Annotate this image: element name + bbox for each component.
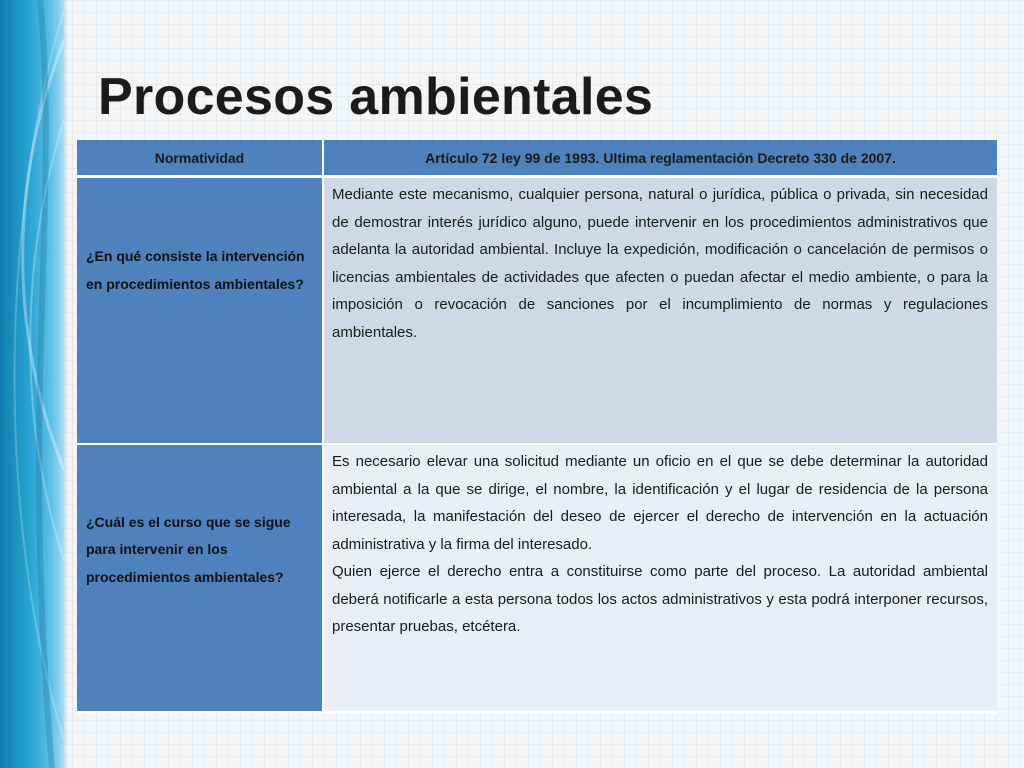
swirl-decoration-icon [0, 0, 64, 768]
table-header-row [77, 140, 997, 178]
side-band-edge [64, 0, 68, 768]
page-title: Procesos ambientales [98, 68, 654, 126]
decorative-side-band [0, 0, 64, 768]
answer-paragraph-2: Quien ejerce el derecho entra a constituirse como parte del proceso. La autoridad ambiental deberá notificarle a esta persona todos los actos administrativos y esta podrá interponer recursos, presentar pruebas, etcétera. [332, 563, 988, 635]
answer-cell [324, 178, 997, 445]
answer-cell [324, 445, 997, 711]
question-text: ¿Cuál es el curso que se sigue para intervenir en los procedimientos ambientales? [86, 513, 291, 585]
content-table [77, 140, 997, 714]
table-row [77, 178, 997, 445]
question-cell [77, 445, 324, 711]
answer-paragraph-1: Es necesario elevar una solicitud mediante un oficio en el que se debe determinar la autoridad ambiental a la que se dirige, el nombre, la identificación y el lugar de residencia de la persona interesada, la manifestación del deseo de ejercer el derecho de intervención en la actuación administrativa y la firma del interesado. [332, 453, 988, 553]
question-text: ¿En qué consiste la intervención en procedimientos ambientales? [86, 248, 305, 292]
question-cell [77, 178, 324, 445]
header-cell-articulo: Artículo 72 ley 99 de 1993. Ultima reglamentación Decreto 330 de 2007. [324, 140, 997, 178]
answer-text: Mediante este mecanismo, cualquier persona, natural o jurídica, pública o privada, sin necesidad de demostrar interés jurídico alguno, puede intervenir en los procedimientos administrativos que adelanta la autoridad ambiental. Incluye la expedición, modificación o cancelación de permisos o licencias ambientales de actividades que afecten o puedan afectar el medio ambiente, o para la imposición o revocación de sanciones por el incumplimiento de normas y regulaciones ambientales. [332, 186, 988, 341]
header-cell-normatividad: Normatividad [77, 140, 324, 178]
table-row [77, 445, 997, 711]
